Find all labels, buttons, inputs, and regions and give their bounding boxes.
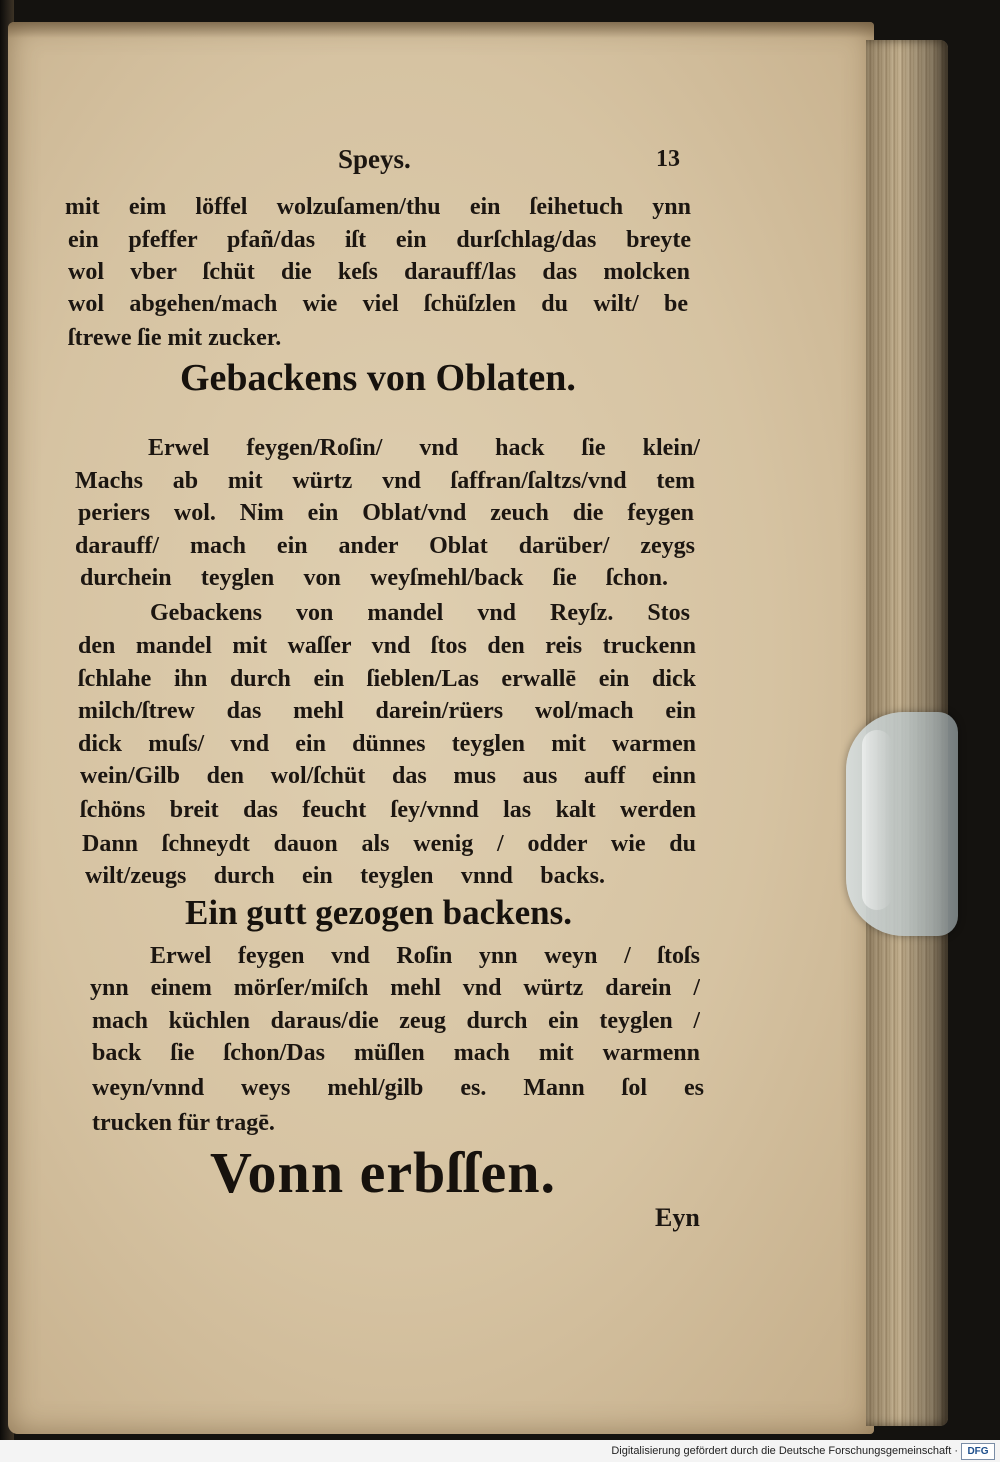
chapter-heading: Vonn erbſſen.: [210, 1140, 557, 1205]
text-line: ynn einem mörſer/miſch mehl vnd würtz darein /: [90, 975, 700, 1001]
page-top-edge: [8, 22, 874, 38]
funding-credit: Digitalisierung gefördert durch die Deutsche Forschungsgemeinschaft ·: [611, 1445, 958, 1457]
text-line: Machs ab mit würtz vnd ſaffran/ſaltzs/vnd tem: [75, 468, 695, 494]
text-line: Dann ſchneydt dauon als wenig / odder wie du: [82, 831, 696, 857]
text-line: wol vber ſchüt die keſs darauff/las das molcken: [68, 259, 690, 285]
text-line: wilt/zeugs durch ein teyglen vnnd backs.: [85, 863, 605, 889]
text-line: mit eim löffel wolzuſamen/thu ein ſeihetuch ynn: [65, 194, 691, 220]
page-holder-clip-highlight: [862, 730, 892, 910]
text-line: durchein teyglen von weyſmehl/back ſie ſchon.: [80, 565, 668, 591]
running-title: Speys.: [338, 144, 411, 174]
text-line: Erwel feygen vnd Roſin ynn weyn / ſtoſs: [150, 943, 700, 969]
text-line: weyn/vnnd weys mehl/gilb es. Mann ſol es: [92, 1075, 704, 1101]
section-heading: Gebackens von Oblaten.: [180, 357, 576, 399]
text-line: ſchöns breit das feucht ſey/vnnd las kalt werden: [80, 797, 696, 823]
text-line: wol abgehen/mach wie viel ſchüſzlen du wilt/ be: [68, 291, 688, 317]
text-line: trucken für tragē.: [92, 1110, 275, 1136]
text-line: ſtrewe ſie mit zucker.: [68, 325, 282, 351]
text-line: Erwel feygen/Roſin/ vnd hack ſie klein/: [148, 435, 700, 461]
text-line: dick muſs/ vnd ein dünnes teyglen mit warmen: [78, 731, 696, 757]
dfg-logo: DFG: [961, 1443, 995, 1460]
text-line: den mandel mit waſſer vnd ſtos den reis truckenn: [78, 633, 696, 659]
text-line: milch/ſtrew das mehl darein/rüers wol/mach ein: [78, 698, 696, 724]
text-line: ein pfeffer pfañ/das iſt ein durſchlag/das breyte: [68, 227, 691, 253]
text-line: mach küchlen daraus/die zeug durch ein teyglen /: [92, 1008, 700, 1034]
text-line: Gebackens von mandel vnd Reyſz. Stos: [150, 600, 690, 626]
text-line: ſchlahe ihn durch ein ſieblen/Las erwallē ein dick: [78, 666, 696, 692]
text-line: periers wol. Nim ein Oblat/vnd zeuch die feygen: [78, 500, 694, 526]
footer-bar: [0, 1440, 1000, 1462]
section-heading: Ein gutt gezogen backens.: [185, 893, 572, 932]
text-line: back ſie ſchon/Das müſlen mach mit warmenn: [92, 1040, 700, 1066]
text-line: wein/Gilb den wol/ſchüt das mus aus auff einn: [80, 763, 696, 789]
text-line: darauff/ mach ein ander Oblat darüber/ zeygs: [75, 533, 695, 559]
catchword: Eyn: [655, 1203, 700, 1232]
page-number: 13: [656, 146, 680, 172]
